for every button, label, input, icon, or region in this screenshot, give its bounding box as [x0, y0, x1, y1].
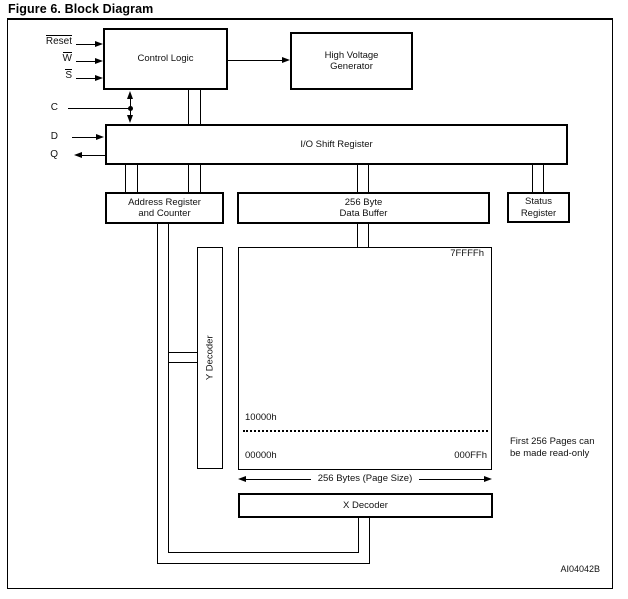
high-voltage-generator-block: [290, 32, 413, 90]
w-arrowhead: [95, 58, 103, 64]
bus-iosr-addr-2: [137, 165, 138, 192]
read-only-boundary-dotted-line: [243, 430, 488, 432]
read-only-note: [510, 436, 595, 459]
bus-cl-iosr-1: [188, 90, 189, 124]
c-arrowhead-down: [127, 115, 133, 123]
s-wire: [76, 78, 96, 79]
bus-iosr-status-1: [532, 165, 533, 193]
x-decoder-label: X Decoder: [343, 499, 388, 511]
signal-label-c: C: [50, 102, 58, 113]
d-wire: [72, 137, 97, 138]
status-register-label-line2: Register: [520, 207, 557, 219]
signal-label-d: D: [50, 131, 58, 142]
bus-addr-down-inner: [168, 224, 169, 553]
status-register-block: [507, 192, 570, 223]
bus-ydecoder-stub-2: [168, 362, 197, 363]
memory-addr-bottom-right: 000FFh: [454, 450, 487, 461]
bus-iosr-db-2: [368, 165, 369, 192]
reset-wire: [76, 44, 96, 45]
bus-addr-down-outer: [157, 224, 158, 564]
signal-label-q: Q: [50, 149, 58, 160]
io-shift-register-block: [105, 124, 568, 165]
y-decoder-block: [197, 247, 223, 469]
cl-to-hvg-arrowhead: [282, 57, 290, 63]
c-arrowhead-up: [127, 91, 133, 99]
hvg-label-line1: High Voltage: [324, 49, 379, 61]
signal-label-s: S: [65, 70, 72, 81]
bus-iosr-addr-4: [200, 165, 201, 192]
q-arrowhead: [74, 152, 82, 158]
io-shift-register-label: I/O Shift Register: [300, 138, 373, 150]
control-logic-block: [103, 28, 228, 90]
address-register-label-line2: and Counter: [138, 208, 191, 219]
y-decoder-label: Y Decoder: [204, 335, 216, 381]
bus-xdecoder-up-inner: [358, 518, 359, 553]
bus-iosr-addr-1: [125, 165, 126, 192]
data-buffer-label-line1: 256 Byte: [344, 196, 383, 208]
hvg-label-line2: Generator: [330, 61, 373, 72]
memory-addr-boundary: 10000h: [245, 412, 277, 423]
read-only-note-line2: be made read-only: [510, 447, 590, 459]
memory-array-block: [238, 247, 492, 470]
q-wire: [81, 155, 105, 156]
signal-label-w: W: [62, 53, 72, 64]
signal-label-reset: Reset: [45, 36, 72, 47]
bus-db-memory-2: [368, 224, 369, 247]
reset-arrowhead: [95, 41, 103, 47]
address-register-block: [105, 192, 224, 224]
c-junction-dot: [128, 106, 133, 111]
control-logic-label: Control Logic: [137, 53, 194, 65]
figure-title: Figure 6. Block Diagram: [8, 2, 154, 16]
bus-xdecoder-up-outer: [369, 518, 370, 564]
memory-addr-top-right: 7FFFFh: [450, 248, 484, 259]
memory-addr-bottom-left: 00000h: [245, 450, 277, 461]
data-buffer-block: [237, 192, 490, 224]
bus-cl-iosr-2: [200, 90, 201, 124]
status-register-label-line1: Status: [525, 196, 552, 207]
s-arrowhead: [95, 75, 103, 81]
data-buffer-label-line2: Data Buffer: [339, 208, 388, 219]
bus-iosr-status-2: [543, 165, 544, 193]
d-arrowhead: [96, 134, 104, 140]
bus-bottom-outer: [157, 563, 370, 564]
x-decoder-block: [238, 493, 493, 518]
w-wire: [76, 61, 96, 62]
cl-to-hvg-wire: [228, 60, 283, 61]
page-size-label: 256 Bytes (Page Size): [238, 473, 492, 484]
read-only-note-line1: First 256 Pages can: [510, 436, 595, 447]
figure-reference-code: AI04042B: [560, 564, 600, 574]
bus-bottom-inner: [168, 552, 359, 553]
bus-iosr-addr-3: [188, 165, 189, 192]
bus-ydecoder-stub-1: [168, 352, 197, 353]
address-register-label-line1: Address Register: [128, 196, 201, 208]
bus-db-memory-1: [357, 224, 358, 247]
c-wire: [68, 108, 130, 109]
bus-iosr-db-1: [357, 165, 358, 192]
